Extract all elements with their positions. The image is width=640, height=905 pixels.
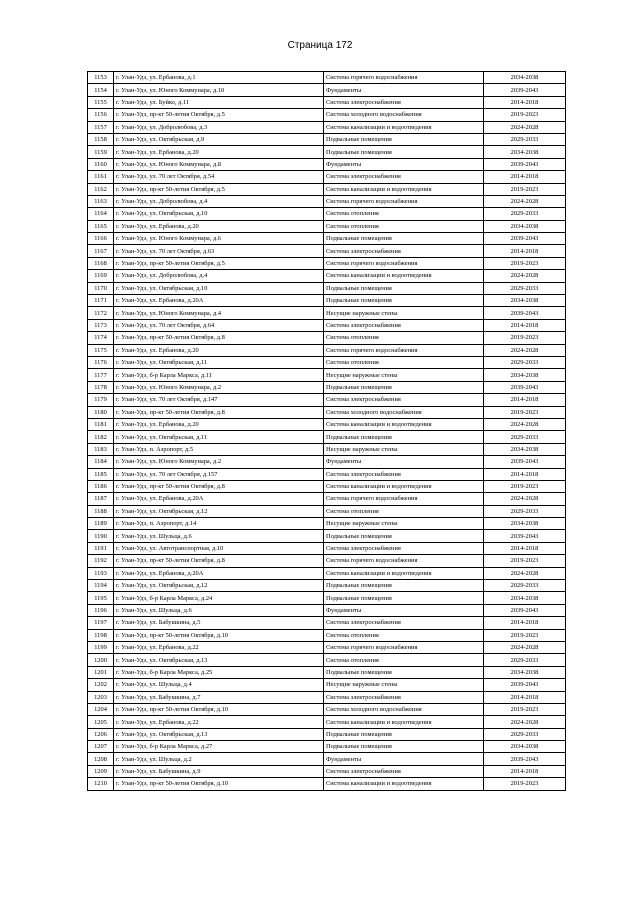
address-cell: г. Улан-Удэ, ул. Шульца, д.6 — [114, 604, 324, 616]
system-cell: Система канализации и водоотведения — [324, 270, 484, 282]
period-cell: 2029-2033 — [484, 431, 566, 443]
table-row — [88, 381, 566, 393]
repair-schedule-table — [87, 71, 566, 791]
system-cell: Система холодного водоснабжения — [324, 109, 484, 121]
address-cell: г. Улан-Удэ, пр-кт 50-летия Октября, д.10 — [114, 703, 324, 715]
row-number: 1159 — [88, 146, 114, 158]
system-cell: Система горячего водоснабжения — [324, 344, 484, 356]
period-cell: 2024-2028 — [484, 121, 566, 133]
period-cell: 2029-2033 — [484, 133, 566, 145]
address-cell: г. Улан-Удэ, ул. Бабушкина, д.7 — [114, 691, 324, 703]
system-cell: Подвальные помещения — [324, 146, 484, 158]
row-number: 1198 — [88, 629, 114, 641]
table-row — [88, 641, 566, 653]
row-number: 1156 — [88, 109, 114, 121]
period-cell: 2019-2023 — [484, 257, 566, 269]
row-number: 1197 — [88, 617, 114, 629]
period-cell: 2024-2028 — [484, 567, 566, 579]
address-cell: г. Улан-Удэ, ул. Бабушкина, д.9 — [114, 765, 324, 777]
system-cell: Система электроснабжения — [324, 542, 484, 554]
row-number: 1202 — [88, 679, 114, 691]
address-cell: г. Улан-Удэ, б-р Карла Маркса, д.27 — [114, 741, 324, 753]
row-number: 1170 — [88, 282, 114, 294]
address-cell: г. Улан-Удэ, ул. Юного Коммунара, д.6 — [114, 233, 324, 245]
table-row — [88, 208, 566, 220]
period-cell: 2034-2038 — [484, 72, 566, 84]
system-cell: Фундаменты — [324, 158, 484, 170]
address-cell: г. Улан-Удэ, ул. Ербанова, д.20 — [114, 220, 324, 232]
row-number: 1178 — [88, 381, 114, 393]
period-cell: 2039-2043 — [484, 381, 566, 393]
address-cell: г. Улан-Удэ, ул. Юного Коммунара, д.10 — [114, 84, 324, 96]
period-cell: 2014-2018 — [484, 691, 566, 703]
row-number: 1188 — [88, 505, 114, 517]
system-cell: Система отопления — [324, 654, 484, 666]
table-row — [88, 171, 566, 183]
system-cell: Подвальные помещения — [324, 431, 484, 443]
address-cell: г. Улан-Удэ, ул. Октябрьская, д.11 — [114, 431, 324, 443]
period-cell: 2024-2028 — [484, 716, 566, 728]
system-cell: Система отопления — [324, 356, 484, 368]
period-cell: 2019-2023 — [484, 629, 566, 641]
address-cell: г. Улан-Удэ, ул. Добролюбова, д.4 — [114, 270, 324, 282]
table-row — [88, 468, 566, 480]
system-cell: Система канализации и водоотведения — [324, 778, 484, 790]
table-row — [88, 592, 566, 604]
system-cell: Система канализации и водоотведения — [324, 480, 484, 492]
row-number: 1162 — [88, 183, 114, 195]
address-cell: г. Улан-Удэ, ул. 70 лет Октября, д.54 — [114, 171, 324, 183]
address-cell: г. Улан-Удэ, ул. 70 лет Октября, д.157 — [114, 468, 324, 480]
period-cell: 2019-2023 — [484, 332, 566, 344]
address-cell: г. Улан-Удэ, ул. 70 лет Октября, д.64 — [114, 319, 324, 331]
row-number: 1192 — [88, 555, 114, 567]
row-number: 1165 — [88, 220, 114, 232]
system-cell: Подвальные помещения — [324, 233, 484, 245]
address-cell: г. Улан-Удэ, ул. Ербанова, д.20А — [114, 493, 324, 505]
table-row — [88, 344, 566, 356]
system-cell: Фундаменты — [324, 604, 484, 616]
table-row — [88, 195, 566, 207]
period-cell: 2024-2028 — [484, 270, 566, 282]
table-row — [88, 604, 566, 616]
row-number: 1175 — [88, 344, 114, 356]
address-cell: г. Улан-Удэ, ул. Бабушкина, д.5 — [114, 617, 324, 629]
period-cell: 2039-2043 — [484, 530, 566, 542]
system-cell: Система отопления — [324, 505, 484, 517]
system-cell: Система электроснабжения — [324, 171, 484, 183]
address-cell: г. Улан-Удэ, ул. Юного Коммунара, д.8 — [114, 158, 324, 170]
row-number: 1177 — [88, 369, 114, 381]
row-number: 1207 — [88, 741, 114, 753]
address-cell: г. Улан-Удэ, ул. Шульца, д.2 — [114, 753, 324, 765]
table-row — [88, 72, 566, 84]
period-cell: 2019-2023 — [484, 555, 566, 567]
row-number: 1184 — [88, 456, 114, 468]
system-cell: Система электроснабжения — [324, 96, 484, 108]
period-cell: 2034-2038 — [484, 592, 566, 604]
system-cell: Подвальные помещения — [324, 592, 484, 604]
period-cell: 2039-2043 — [484, 604, 566, 616]
system-cell: Система электроснабжения — [324, 394, 484, 406]
row-number: 1181 — [88, 418, 114, 430]
row-number: 1187 — [88, 493, 114, 505]
address-cell: г. Улан-Удэ, ул. 70 лет Октября, д.63 — [114, 245, 324, 257]
address-cell: г. Улан-Удэ, ул. Ербанова, д.20А — [114, 295, 324, 307]
table-row — [88, 567, 566, 579]
period-cell: 2014-2018 — [484, 171, 566, 183]
address-cell: г. Улан-Удэ, ул. Октябрьская, д.11 — [114, 356, 324, 368]
address-cell: г. Улан-Удэ, ул. Ербанова, д.22 — [114, 716, 324, 728]
row-number: 1203 — [88, 691, 114, 703]
system-cell: Система горячего водоснабжения — [324, 555, 484, 567]
period-cell: 2014-2018 — [484, 245, 566, 257]
system-cell: Система канализации и водоотведения — [324, 183, 484, 195]
row-number: 1205 — [88, 716, 114, 728]
address-cell: г. Улан-Удэ, пр-кт 50-летия Октября, д.8 — [114, 480, 324, 492]
page-title: Страница 172 — [287, 40, 353, 51]
period-cell: 2034-2038 — [484, 369, 566, 381]
system-cell: Система электроснабжения — [324, 319, 484, 331]
system-cell: Система горячего водоснабжения — [324, 257, 484, 269]
period-cell: 2034-2038 — [484, 295, 566, 307]
table-row — [88, 158, 566, 170]
period-cell: 2039-2043 — [484, 233, 566, 245]
table-row — [88, 617, 566, 629]
row-number: 1154 — [88, 84, 114, 96]
row-number: 1157 — [88, 121, 114, 133]
system-cell: Подвальные помещения — [324, 282, 484, 294]
system-cell: Несущие наружные стены — [324, 518, 484, 530]
address-cell: г. Улан-Удэ, ул. Юного Коммунара, д.4 — [114, 307, 324, 319]
system-cell: Система отопления — [324, 220, 484, 232]
address-cell: г. Улан-Удэ, ул. Ербанова, д.20 — [114, 418, 324, 430]
address-cell: г. Улан-Удэ, ул. Октябрьская, д.13 — [114, 654, 324, 666]
row-number: 1180 — [88, 406, 114, 418]
system-cell: Система отопления — [324, 208, 484, 220]
row-number: 1189 — [88, 518, 114, 530]
row-number: 1190 — [88, 530, 114, 542]
row-number: 1166 — [88, 233, 114, 245]
table-row — [88, 480, 566, 492]
table-row — [88, 394, 566, 406]
address-cell: г. Улан-Удэ, пр-кт 50-летия Октября, д.10 — [114, 778, 324, 790]
table-row — [88, 679, 566, 691]
row-number: 1193 — [88, 567, 114, 579]
table-row — [88, 703, 566, 715]
table-row — [88, 716, 566, 728]
table-row — [88, 270, 566, 282]
address-cell: г. Улан-Удэ, ул. Ербанова, д.1 — [114, 72, 324, 84]
period-cell: 2024-2028 — [484, 641, 566, 653]
table-row — [88, 518, 566, 530]
table-row — [88, 96, 566, 108]
system-cell: Подвальные помещения — [324, 381, 484, 393]
period-cell: 2029-2033 — [484, 208, 566, 220]
address-cell: г. Улан-Удэ, ул. Октябрьская, д.10 — [114, 282, 324, 294]
period-cell: 2024-2028 — [484, 195, 566, 207]
table-row — [88, 418, 566, 430]
row-number: 1199 — [88, 641, 114, 653]
period-cell: 2039-2043 — [484, 753, 566, 765]
system-cell: Подвальные помещения — [324, 295, 484, 307]
row-number: 1191 — [88, 542, 114, 554]
address-cell: г. Улан-Удэ, ул. Добролюбова, д.4 — [114, 195, 324, 207]
system-cell: Система канализации и водоотведения — [324, 121, 484, 133]
period-cell: 2024-2028 — [484, 344, 566, 356]
system-cell: Несущие наружные стены — [324, 369, 484, 381]
address-cell: г. Улан-Удэ, ул. Октябрьская, д.12 — [114, 580, 324, 592]
table-row — [88, 133, 566, 145]
row-number: 1194 — [88, 580, 114, 592]
system-cell: Система электроснабжения — [324, 617, 484, 629]
period-cell: 2029-2033 — [484, 580, 566, 592]
table-row — [88, 257, 566, 269]
system-cell: Система горячего водоснабжения — [324, 72, 484, 84]
period-cell: 2029-2033 — [484, 282, 566, 294]
address-cell: г. Улан-Удэ, б-р Карла Маркса, д.24 — [114, 592, 324, 604]
period-cell: 2039-2043 — [484, 158, 566, 170]
table-row — [88, 356, 566, 368]
address-cell: г. Улан-Удэ, ул. Октябрьская, д.13 — [114, 728, 324, 740]
row-number: 1155 — [88, 96, 114, 108]
system-cell: Система горячего водоснабжения — [324, 641, 484, 653]
table-row — [88, 580, 566, 592]
system-cell: Система электроснабжения — [324, 468, 484, 480]
address-cell: г. Улан-Удэ, б-р Карла Маркса, д.25 — [114, 666, 324, 678]
system-cell: Подвальные помещения — [324, 133, 484, 145]
period-cell: 2034-2038 — [484, 666, 566, 678]
system-cell: Система холодного водоснабжения — [324, 406, 484, 418]
address-cell: г. Улан-Удэ, ул. 70 лет Октября, д.147 — [114, 394, 324, 406]
address-cell: г. Улан-Удэ, пр-кт 50-летия Октября, д.8 — [114, 555, 324, 567]
address-cell: г. Улан-Удэ, ул. Автотранспортная, д.10 — [114, 542, 324, 554]
table-row — [88, 307, 566, 319]
table-row — [88, 691, 566, 703]
row-number: 1186 — [88, 480, 114, 492]
system-cell: Несущие наружные стены — [324, 679, 484, 691]
row-number: 1174 — [88, 332, 114, 344]
system-cell: Система электроснабжения — [324, 691, 484, 703]
row-number: 1172 — [88, 307, 114, 319]
table-row — [88, 109, 566, 121]
address-cell: г. Улан-Удэ, ул. Октябрьская, д.12 — [114, 505, 324, 517]
address-cell: г. Улан-Удэ, б-р Карла Маркса, д.11 — [114, 369, 324, 381]
address-cell: г. Улан-Удэ, ул. Шульца, д.4 — [114, 679, 324, 691]
row-number: 1153 — [88, 72, 114, 84]
period-cell: 2034-2038 — [484, 518, 566, 530]
period-cell: 2039-2043 — [484, 456, 566, 468]
row-number: 1158 — [88, 133, 114, 145]
address-cell: г. Улан-Удэ, пр-кт 50-летия Октября, д.10 — [114, 629, 324, 641]
row-number: 1195 — [88, 592, 114, 604]
row-number: 1204 — [88, 703, 114, 715]
system-cell: Подвальные помещения — [324, 530, 484, 542]
address-cell: г. Улан-Удэ, пр-кт 50-летия Октября, д.5 — [114, 183, 324, 195]
address-cell: г. Улан-Удэ, пр-кт 50-летия Октября, д.5 — [114, 109, 324, 121]
row-number: 1208 — [88, 753, 114, 765]
system-cell: Система горячего водоснабжения — [324, 493, 484, 505]
table-row — [88, 431, 566, 443]
system-cell: Фундаменты — [324, 753, 484, 765]
address-cell: г. Улан-Удэ, ул. Ербанова, д.22 — [114, 641, 324, 653]
system-cell: Система холодного водоснабжения — [324, 703, 484, 715]
system-cell: Несущие наружные стены — [324, 443, 484, 455]
row-number: 1182 — [88, 431, 114, 443]
period-cell: 2039-2043 — [484, 679, 566, 691]
period-cell: 2029-2033 — [484, 728, 566, 740]
table-row — [88, 555, 566, 567]
table-row — [88, 493, 566, 505]
table-row — [88, 406, 566, 418]
table-row — [88, 505, 566, 517]
row-number: 1171 — [88, 295, 114, 307]
system-cell: Несущие наружные стены — [324, 307, 484, 319]
system-cell: Система электроснабжения — [324, 765, 484, 777]
row-number: 1200 — [88, 654, 114, 666]
table-row — [88, 741, 566, 753]
system-cell: Подвальные помещения — [324, 728, 484, 740]
table-row — [88, 753, 566, 765]
row-number: 1160 — [88, 158, 114, 170]
period-cell: 2024-2028 — [484, 493, 566, 505]
row-number: 1183 — [88, 443, 114, 455]
system-cell: Система отопления — [324, 629, 484, 641]
row-number: 1173 — [88, 319, 114, 331]
period-cell: 2019-2023 — [484, 778, 566, 790]
row-number: 1168 — [88, 257, 114, 269]
address-cell: г. Улан-Удэ, ул. Юного Коммунара, д.2 — [114, 381, 324, 393]
period-cell: 2029-2033 — [484, 356, 566, 368]
address-cell: г. Улан-Удэ, ул. Буйко, д.11 — [114, 96, 324, 108]
address-cell: г. Улан-Удэ, ул. Добролюбова, д.3 — [114, 121, 324, 133]
address-cell: г. Улан-Удэ, п. Аэропорт, д.5 — [114, 443, 324, 455]
table-row — [88, 530, 566, 542]
system-cell: Система электроснабжения — [324, 245, 484, 257]
period-cell: 2029-2033 — [484, 505, 566, 517]
table-row — [88, 728, 566, 740]
period-cell: 2019-2023 — [484, 703, 566, 715]
table-row — [88, 282, 566, 294]
system-cell: Подвальные помещения — [324, 741, 484, 753]
address-cell: г. Улан-Удэ, ул. Ербанова, д.20 — [114, 146, 324, 158]
system-cell: Система канализации и водоотведения — [324, 418, 484, 430]
system-cell: Система канализации и водоотведения — [324, 716, 484, 728]
table-row — [88, 654, 566, 666]
address-cell: г. Улан-Удэ, ул. Октябрьская, д.10 — [114, 208, 324, 220]
row-number: 1209 — [88, 765, 114, 777]
row-number: 1185 — [88, 468, 114, 480]
table-row — [88, 121, 566, 133]
period-cell: 2019-2023 — [484, 406, 566, 418]
row-number: 1201 — [88, 666, 114, 678]
period-cell: 2039-2043 — [484, 84, 566, 96]
period-cell: 2029-2033 — [484, 654, 566, 666]
system-cell: Фундаменты — [324, 456, 484, 468]
address-cell: г. Улан-Удэ, пр-кт 50-летия Октября, д.8 — [114, 406, 324, 418]
row-number: 1163 — [88, 195, 114, 207]
row-number: 1179 — [88, 394, 114, 406]
table-row — [88, 146, 566, 158]
table-row — [88, 220, 566, 232]
table-row — [88, 332, 566, 344]
period-cell: 2034-2038 — [484, 220, 566, 232]
table-row — [88, 629, 566, 641]
table-row — [88, 666, 566, 678]
table-row — [88, 319, 566, 331]
address-cell: г. Улан-Удэ, ул. Ербанова, д.20А — [114, 567, 324, 579]
period-cell: 2039-2043 — [484, 307, 566, 319]
period-cell: 2019-2023 — [484, 109, 566, 121]
period-cell: 2014-2018 — [484, 617, 566, 629]
address-cell: г. Улан-Удэ, п. Аэропорт, д.14 — [114, 518, 324, 530]
period-cell: 2014-2018 — [484, 96, 566, 108]
system-cell: Подвальные помещения — [324, 666, 484, 678]
system-cell: Система канализации и водоотведения — [324, 567, 484, 579]
table-row — [88, 233, 566, 245]
row-number: 1169 — [88, 270, 114, 282]
table-row — [88, 456, 566, 468]
period-cell: 2014-2018 — [484, 542, 566, 554]
address-cell: г. Улан-Удэ, ул. Юного Коммунара, д.2 — [114, 456, 324, 468]
row-number: 1161 — [88, 171, 114, 183]
table-row — [88, 183, 566, 195]
address-cell: г. Улан-Удэ, ул. Октябрьская, д.9 — [114, 133, 324, 145]
system-cell: Система отопления — [324, 332, 484, 344]
period-cell: 2014-2018 — [484, 765, 566, 777]
table-row — [88, 778, 566, 790]
system-cell: Система горячего водоснабжения — [324, 195, 484, 207]
table-row — [88, 765, 566, 777]
table-body — [88, 72, 566, 791]
period-cell: 2034-2038 — [484, 443, 566, 455]
table-row — [88, 245, 566, 257]
period-cell: 2034-2038 — [484, 741, 566, 753]
period-cell: 2019-2023 — [484, 183, 566, 195]
system-cell: Подвальные помещения — [324, 580, 484, 592]
period-cell: 2034-2038 — [484, 146, 566, 158]
period-cell: 2014-2018 — [484, 468, 566, 480]
row-number: 1176 — [88, 356, 114, 368]
address-cell: г. Улан-Удэ, ул. Шульца, д.6 — [114, 530, 324, 542]
address-cell: г. Улан-Удэ, пр-кт 50-летия Октября, д.8 — [114, 332, 324, 344]
table-row — [88, 369, 566, 381]
row-number: 1167 — [88, 245, 114, 257]
period-cell: 2024-2028 — [484, 418, 566, 430]
address-cell: г. Улан-Удэ, ул. Ербанова, д.20 — [114, 344, 324, 356]
table-row — [88, 295, 566, 307]
period-cell: 2019-2023 — [484, 480, 566, 492]
table-row — [88, 542, 566, 554]
table-row — [88, 84, 566, 96]
period-cell: 2014-2018 — [484, 319, 566, 331]
system-cell: Фундаменты — [324, 84, 484, 96]
address-cell: г. Улан-Удэ, пр-кт 50-летия Октября, д.5 — [114, 257, 324, 269]
period-cell: 2014-2018 — [484, 394, 566, 406]
row-number: 1164 — [88, 208, 114, 220]
table-row — [88, 443, 566, 455]
row-number: 1206 — [88, 728, 114, 740]
row-number: 1196 — [88, 604, 114, 616]
row-number: 1210 — [88, 778, 114, 790]
